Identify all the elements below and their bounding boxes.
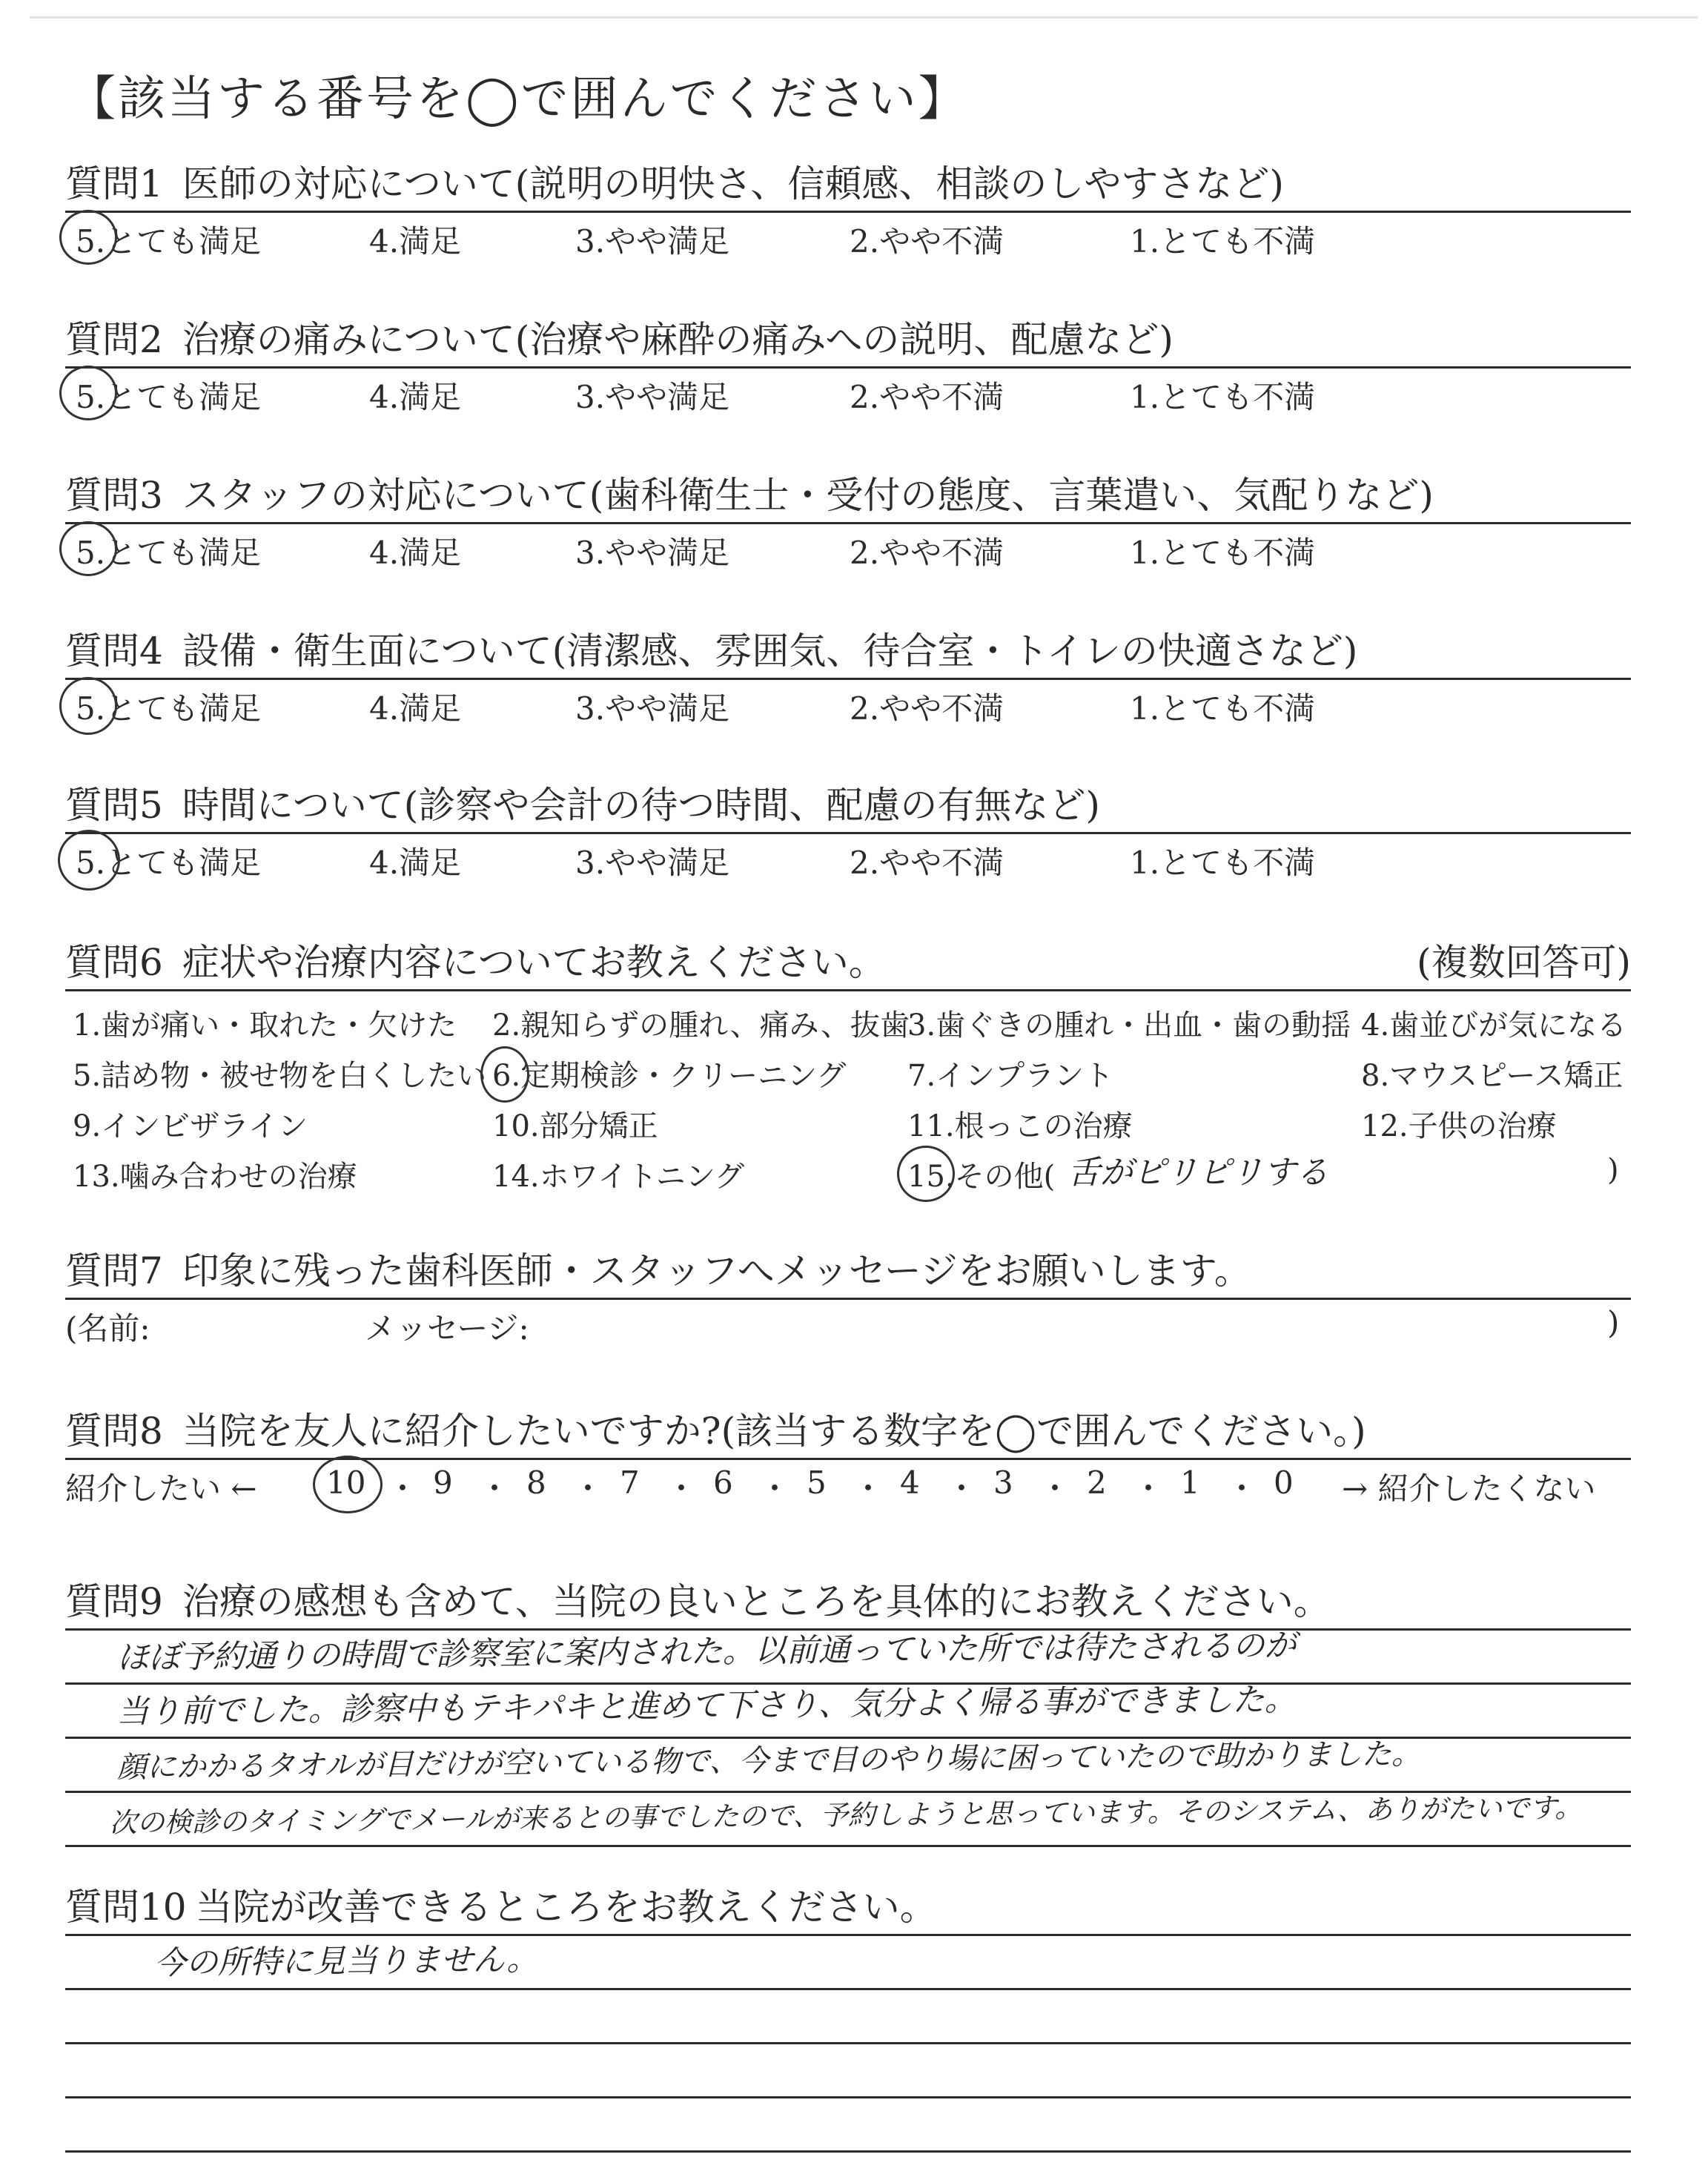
option-5[interactable]: 5.とても満足 bbox=[76, 379, 262, 415]
question-3 bbox=[65, 469, 1631, 570]
question-title: 当院を友人に紹介したいですか?(該当する数字を◯で囲んでください。) bbox=[182, 1410, 1366, 1453]
option-3[interactable]: 3.やや満足 bbox=[575, 690, 730, 727]
option-5[interactable]: 5.とても満足 bbox=[76, 223, 262, 260]
scale-value-4[interactable]: 4 bbox=[900, 1464, 920, 1501]
scale-dot: ・ bbox=[666, 1470, 698, 1507]
question-9 bbox=[65, 1575, 1631, 1847]
option-2[interactable]: 2.やや不満 bbox=[850, 535, 1004, 571]
rating-options bbox=[65, 524, 1631, 570]
option-2[interactable]: 2.やや不満 bbox=[850, 690, 1004, 727]
question-title: 治療の痛みについて(治療や麻酔の痛みへの説明、配慮など) bbox=[182, 318, 1174, 361]
symptom-option-15[interactable]: 15.その他( bbox=[907, 1160, 1056, 1194]
option-5[interactable]: 5.とても満足 bbox=[76, 845, 262, 881]
question-number: 質問8 bbox=[65, 1410, 163, 1453]
scale-value-6[interactable]: 6 bbox=[713, 1464, 733, 1501]
other-handwritten-answer: 舌がピリピリする bbox=[1068, 1154, 1328, 1192]
rating-options bbox=[65, 369, 1631, 415]
symptom-option-6[interactable]: 6.定期検診・クリーニング bbox=[492, 1059, 847, 1093]
symptom-option-10[interactable]: 10.部分矯正 bbox=[492, 1109, 658, 1143]
answer-line bbox=[65, 1793, 1631, 1847]
question-number: 質問3 bbox=[65, 474, 163, 517]
question-number: 質問9 bbox=[65, 1580, 163, 1623]
scale-value-5[interactable]: 5 bbox=[807, 1464, 827, 1501]
symptom-option-2[interactable]: 2.親知らずの腫れ、痛み、抜歯 bbox=[492, 1008, 910, 1043]
symptom-option-14[interactable]: 14.ホワイトニング bbox=[492, 1160, 745, 1194]
scale-dot: ・ bbox=[1226, 1470, 1258, 1507]
message-row bbox=[65, 1300, 1631, 1346]
option-4[interactable]: 4.満足 bbox=[369, 223, 462, 260]
option-2[interactable]: 2.やや不満 bbox=[850, 379, 1004, 415]
question-number: 質問1 bbox=[65, 162, 163, 205]
answer-line bbox=[65, 1627, 1631, 1685]
symptom-option-11[interactable]: 11.根っこの治療 bbox=[907, 1109, 1133, 1143]
question-title: 治療の感想も含めて、当院の良いところを具体的にお教えください。 bbox=[182, 1580, 1331, 1623]
selection-circle bbox=[480, 1046, 529, 1103]
question-title: スタッフの対応について(歯科衛生士・受付の態度、言葉遣い、気配りなど) bbox=[182, 474, 1434, 517]
scale-dot: ・ bbox=[946, 1470, 978, 1507]
answer-line bbox=[65, 2044, 1631, 2098]
option-4[interactable]: 4.満足 bbox=[369, 535, 462, 571]
handwritten-answer: 今の所特に見当りません。 bbox=[153, 1941, 539, 1982]
page-header: 【該当する番号を◯で囲んでください】 bbox=[68, 72, 968, 127]
question-number: 質問6 bbox=[65, 941, 163, 984]
symptom-option-3[interactable]: 3.歯ぐきの腫れ・出血・歯の動揺 bbox=[907, 1008, 1351, 1043]
selection-circle bbox=[59, 677, 117, 735]
question-number: 質問7 bbox=[65, 1249, 163, 1292]
option-4[interactable]: 4.満足 bbox=[369, 379, 462, 415]
scale-left-label: 紹介したい ← bbox=[65, 1470, 257, 1507]
scale-value-9[interactable]: 9 bbox=[433, 1464, 453, 1501]
symptom-options bbox=[65, 991, 1631, 1206]
answer-line bbox=[65, 2098, 1631, 2153]
scale-value-7[interactable]: 7 bbox=[620, 1464, 640, 1501]
answer-line bbox=[65, 1739, 1631, 1793]
question-5 bbox=[65, 779, 1631, 880]
option-2[interactable]: 2.やや不満 bbox=[850, 223, 1004, 260]
handwritten-answer: ほぼ予約通りの時間で診察室に案内された。以前通っていた所では待たされるのが bbox=[116, 1627, 1297, 1677]
question-title: 医師の対応について(説明の明快さ、信頼感、相談のしやすさなど) bbox=[182, 162, 1284, 205]
question-number: 質問5 bbox=[65, 784, 163, 827]
question-title: 症状や治療内容についてお教えください。 bbox=[182, 941, 886, 984]
handwritten-answer: 顔にかかるタオルが目だけが空いている物で、今まで目のやり場に困っていたので助かりました。 bbox=[116, 1737, 1422, 1785]
handwritten-answer: 次の検診のタイミングでメールが来るとの事でしたので、予約しようと思っています。そのシステム、ありがたいです。 bbox=[109, 1791, 1583, 1839]
selection-circle bbox=[313, 1456, 383, 1513]
option-1[interactable]: 1.とても不満 bbox=[1130, 223, 1316, 260]
selection-circle bbox=[59, 210, 117, 265]
message-label: メッセージ: bbox=[365, 1310, 529, 1347]
question-7 bbox=[65, 1244, 1631, 1346]
scan-top-edge bbox=[30, 16, 1698, 19]
symptom-option-13[interactable]: 13.噛み合わせの治療 bbox=[73, 1160, 357, 1194]
symptom-option-7[interactable]: 7.インプラント bbox=[907, 1059, 1114, 1093]
scale-dot: ・ bbox=[1039, 1470, 1071, 1507]
scale-dot: ・ bbox=[572, 1470, 604, 1507]
option-3[interactable]: 3.やや満足 bbox=[575, 223, 730, 260]
scale-value-0[interactable]: 0 bbox=[1274, 1464, 1294, 1501]
symptom-option-1[interactable]: 1.歯が痛い・取れた・欠けた bbox=[73, 1008, 457, 1043]
handwritten-answer: 当り前でした。診察中もテキパキと進めて下さり、気分よく帰る事ができました。 bbox=[116, 1681, 1297, 1731]
message-close-paren: ) bbox=[1607, 1304, 1620, 1341]
rating-options bbox=[65, 834, 1631, 880]
rating-options bbox=[65, 213, 1631, 259]
symptom-option-4[interactable]: 4.歯並びが気になる bbox=[1361, 1008, 1627, 1043]
scale-right-label: → 紹介したくない bbox=[1342, 1470, 1596, 1507]
scale-value-10[interactable]: 10 bbox=[326, 1464, 366, 1501]
option-5[interactable]: 5.とても満足 bbox=[76, 535, 262, 571]
option-3[interactable]: 3.やや満足 bbox=[575, 845, 730, 881]
other-close-paren: ) bbox=[1607, 1153, 1619, 1187]
question-number: 質問4 bbox=[65, 630, 163, 673]
option-2[interactable]: 2.やや不満 bbox=[850, 845, 1004, 881]
question-1 bbox=[65, 157, 1631, 259]
recommend-scale bbox=[65, 1460, 1631, 1512]
answer-line bbox=[65, 1990, 1631, 2044]
question-title: 設備・衛生面について(清潔感、雰囲気、待合室・トイレの快適さなど) bbox=[182, 630, 1358, 673]
question-title: 印象に残った歯科医師・スタッフへメッセージをお願いします。 bbox=[182, 1249, 1251, 1292]
scale-dot: ・ bbox=[479, 1470, 511, 1507]
scale-dot: ・ bbox=[759, 1470, 791, 1507]
question-title: 当院が改善できるところをお教えください。 bbox=[195, 1886, 937, 1929]
symptom-option-5[interactable]: 5.詰め物・被せ物を白くしたい bbox=[73, 1059, 487, 1093]
question-number: 質問10 bbox=[65, 1886, 187, 1929]
selection-circle bbox=[59, 366, 117, 420]
rating-options bbox=[65, 680, 1631, 726]
symptom-option-8[interactable]: 8.マウスピース矯正 bbox=[1361, 1059, 1623, 1093]
option-3[interactable]: 3.やや満足 bbox=[575, 379, 730, 415]
question-8 bbox=[65, 1404, 1631, 1512]
multiple-answer-note: (複数回答可) bbox=[1416, 941, 1631, 984]
scale-dot: ・ bbox=[853, 1470, 884, 1507]
option-1[interactable]: 1.とても不満 bbox=[1130, 535, 1316, 571]
scale-value-1[interactable]: 1 bbox=[1180, 1464, 1200, 1501]
option-1[interactable]: 1.とても不満 bbox=[1130, 690, 1316, 727]
option-4[interactable]: 4.満足 bbox=[369, 845, 462, 881]
selection-circle bbox=[58, 830, 120, 891]
name-label: (名前: bbox=[65, 1310, 150, 1347]
selection-circle bbox=[59, 521, 117, 576]
question-title: 時間について(診察や会計の待つ時間、配慮の有無など) bbox=[182, 784, 1100, 827]
option-5[interactable]: 5.とても満足 bbox=[76, 690, 262, 727]
option-4[interactable]: 4.満足 bbox=[369, 690, 462, 727]
scale-value-3[interactable]: 3 bbox=[993, 1464, 1013, 1501]
question-number: 質問2 bbox=[65, 318, 163, 361]
selection-circle bbox=[897, 1146, 955, 1202]
question-6 bbox=[65, 936, 1631, 1206]
symptom-option-9[interactable]: 9.インビザライン bbox=[73, 1109, 308, 1143]
option-1[interactable]: 1.とても不満 bbox=[1130, 845, 1316, 881]
scale-value-2[interactable]: 2 bbox=[1087, 1464, 1107, 1501]
scale-value-8[interactable]: 8 bbox=[526, 1464, 546, 1501]
option-3[interactable]: 3.やや満足 bbox=[575, 535, 730, 571]
scale-dot: ・ bbox=[1133, 1470, 1165, 1507]
question-2 bbox=[65, 313, 1631, 415]
scale-dot: ・ bbox=[387, 1470, 419, 1507]
question-4 bbox=[65, 624, 1631, 726]
option-1[interactable]: 1.とても不満 bbox=[1130, 379, 1316, 415]
symptom-option-12[interactable]: 12.子供の治療 bbox=[1361, 1109, 1557, 1143]
question-10 bbox=[65, 1880, 1631, 2153]
answer-line bbox=[65, 1936, 1631, 1990]
